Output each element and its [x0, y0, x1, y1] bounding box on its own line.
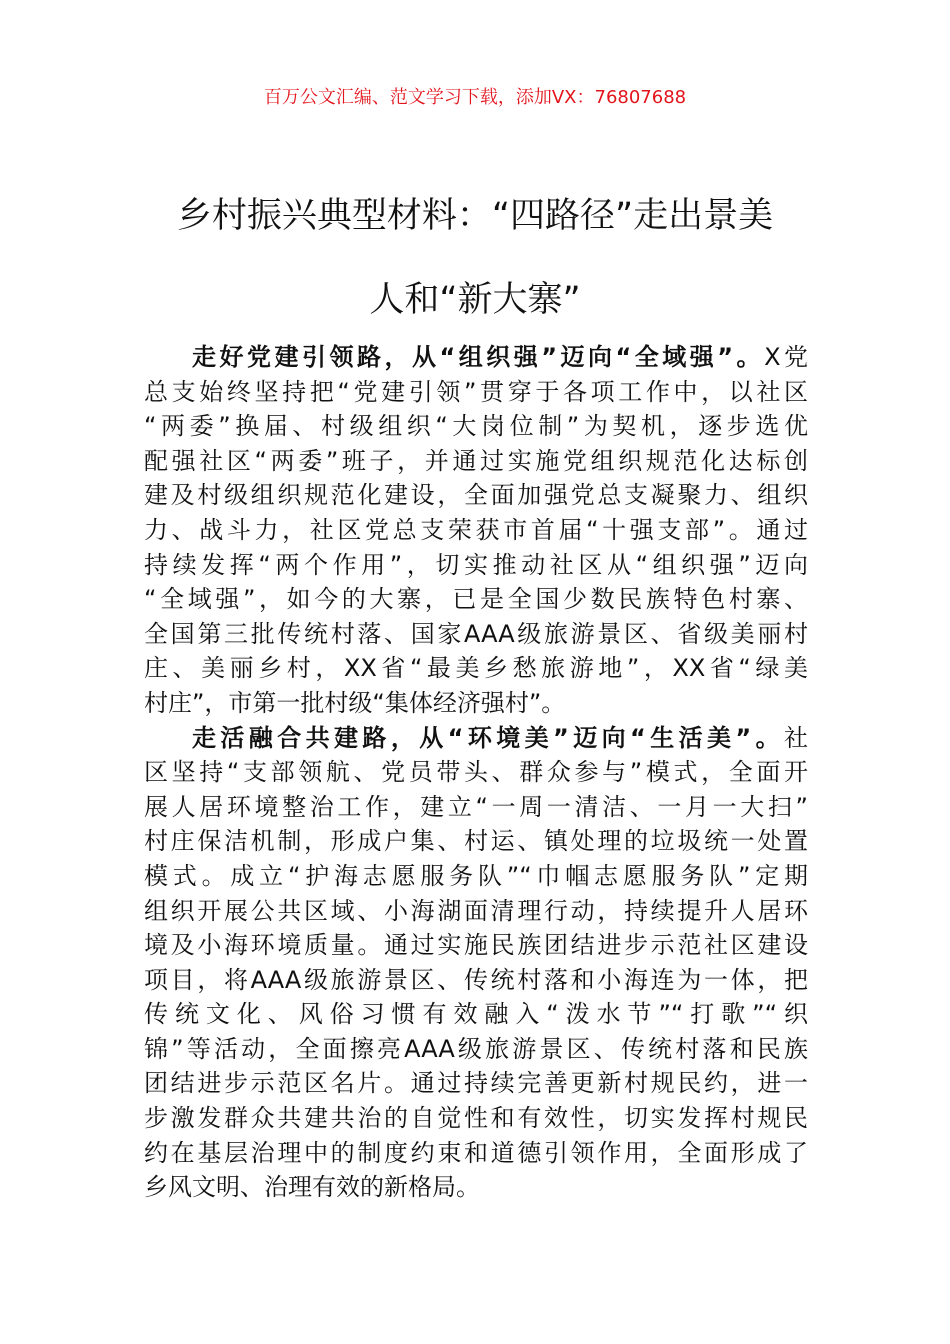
- paragraph-lead-heading: 走好党建引领路，从“组织强”迈向“全域强”。: [192, 343, 765, 371]
- paragraph-line: 团结进步示范区名片。通过持续完善更新村规民约，进一: [144, 1069, 808, 1098]
- paragraph-line: 乡风文明、治理有效的新格局。: [144, 1173, 480, 1202]
- paragraph-line: 配强社区“两委”班子，并通过实施党组织规范化达标创: [144, 446, 808, 475]
- title-line-1: 乡村振兴典型材料：“四路径”走出景美: [176, 196, 774, 236]
- paragraph-line: 全国第三批传统村落、国家AAA级旅游景区、省级美丽村: [144, 619, 808, 648]
- paragraph-line: 力、战斗力，社区党总支荣获市首届“十强支部”。通过: [144, 515, 808, 544]
- paragraph-line: 区坚持“支部领航、党员带头、群众参与”模式，全面开: [144, 758, 808, 787]
- paragraph-line: 庄、美丽乡村，XX省“最美乡愁旅游地”，XX省“绿美: [144, 654, 808, 683]
- title-line-2: 人和“新大寨”: [369, 280, 581, 320]
- paragraph-environment: [144, 721, 808, 1205]
- paragraph-line-text: 社: [784, 723, 808, 752]
- paragraph-line: 模式。成立“护海志愿服务队”“巾帼志愿服务队”定期: [144, 861, 808, 890]
- paragraph-line: 境及小海环境质量。通过实施民族团结进步示范社区建设: [144, 931, 808, 960]
- paragraph-line: 村庄保洁机制，形成户集、村运、镇处理的垃圾统一处置: [144, 827, 808, 856]
- paragraph-line: 锦”等活动，全面擦亮AAA级旅游景区、传统村落和民族: [144, 1034, 808, 1063]
- paragraph-line-text: X党: [764, 343, 809, 371]
- paragraph-lead-heading: 走活融合共建路，从“环境美”迈向“生活美”。: [192, 723, 784, 752]
- paragraph-line: [144, 340, 808, 375]
- paragraph-line: “两委”换届、村级组织“大岗位制”为契机，逐步选优: [144, 412, 808, 441]
- paragraph-line: 村庄”，市第一批村级“集体经济强村”。: [144, 688, 566, 717]
- paragraph-line: [144, 721, 808, 756]
- paragraph-line: “全域强”，如今的大寨，已是全国少数民族特色村寨、: [144, 585, 808, 614]
- paragraph-line: 步激发群众共建共治的自觉性和有效性，切实发挥村规民: [144, 1104, 808, 1133]
- paragraph-line: 展人居环境整治工作，建立“一周一清洁、一月一大扫”: [144, 792, 808, 821]
- page-title: [120, 174, 830, 342]
- paragraph-party-building: [144, 340, 808, 721]
- paragraph-line: 项目，将AAA级旅游景区、传统村落和小海连为一体，把: [144, 965, 808, 994]
- header-banner: 百万公文汇编、范文学习下载，添加VX：76807688: [263, 87, 687, 108]
- document-body: [144, 340, 808, 1205]
- paragraph-line: 总支始终坚持把“党建引领”贯穿于各项工作中，以社区: [144, 377, 808, 406]
- paragraph-line: 建及村级组织规范化建设，全面加强党总支凝聚力、组织: [144, 481, 808, 510]
- paragraph-line: 约在基层治理中的制度约束和道德引领作用，全面形成了: [144, 1138, 808, 1167]
- paragraph-line: 持续发挥“两个作用”，切实推动社区从“组织强”迈向: [144, 550, 808, 579]
- paragraph-line: 组织开展公共区域、小海湖面清理行动，持续提升人居环: [144, 896, 808, 925]
- paragraph-line: 传统文化、风俗习惯有效融入“泼水节”“打歌”“织: [144, 1000, 808, 1029]
